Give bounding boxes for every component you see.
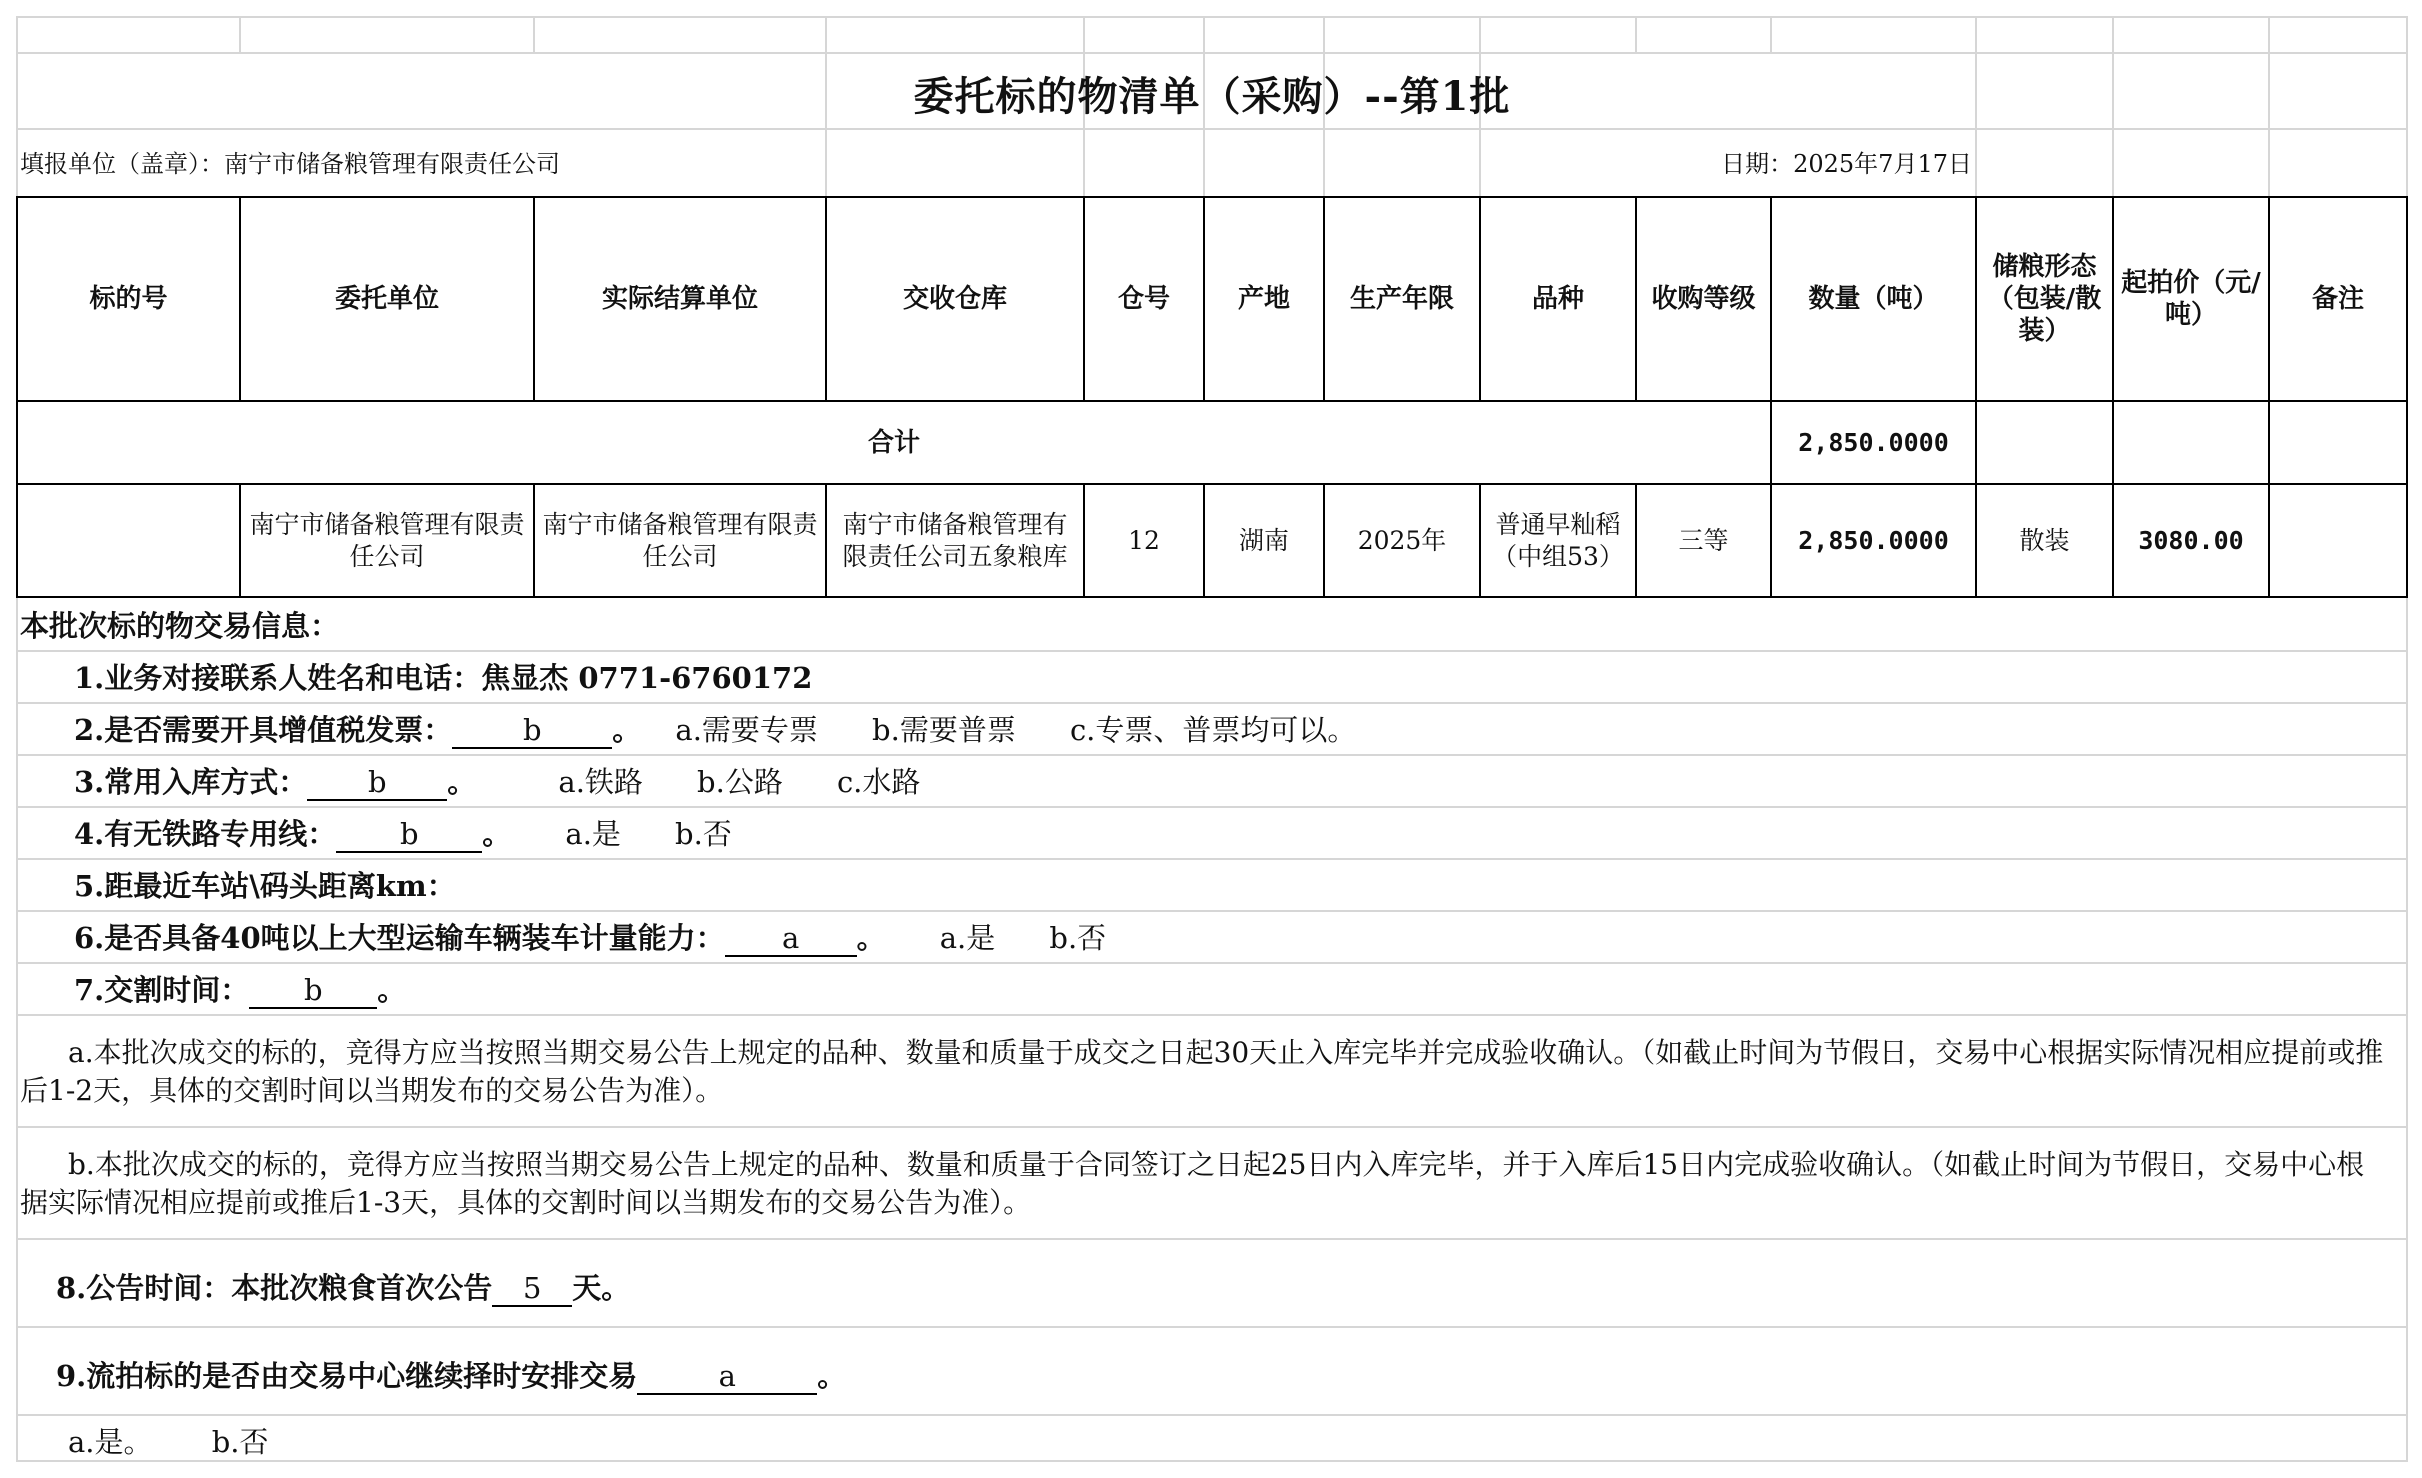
q4-end: 。	[482, 817, 512, 851]
cell-storage: 散装	[2019, 525, 2070, 555]
report-date: 日期：2025年7月17日	[1721, 150, 1972, 178]
header-settlement-unit: 实际结算单位	[601, 284, 758, 314]
gridline	[16, 52, 2408, 54]
table-border	[16, 596, 2408, 598]
q2-end: 。	[612, 713, 642, 747]
gridline	[1770, 16, 1772, 54]
gridline	[16, 16, 2408, 18]
cell-consignor: 南宁市储备粮管理有限责任公司	[249, 509, 525, 571]
header-grade: 收购等级	[1651, 284, 1756, 314]
cell-origin: 湖南	[1238, 525, 1289, 555]
q6-label: 6.是否具备40吨以上大型运输车辆装车计量能力：	[74, 921, 725, 955]
sheet-title: 委托标的物清单（采购）--第1批	[913, 72, 1511, 120]
info-q1-contact: 1.业务对接联系人姓名和电话：焦显杰 0771-6760172	[74, 661, 813, 695]
gridline	[16, 1326, 2408, 1328]
gridline	[16, 598, 18, 1462]
gridline	[16, 1014, 2408, 1016]
info-heading: 本批次标的物交易信息：	[20, 609, 340, 643]
q3-label: 3.常用入库方式：	[74, 765, 308, 799]
q9-label: 9.流拍标的是否由交易中心继续择时安排交易	[56, 1359, 638, 1393]
q9-option-b: b.否	[211, 1425, 269, 1459]
cell-quantity: 2,850.0000	[1798, 525, 1949, 555]
q8-answer: 5	[492, 1271, 572, 1307]
header-consignor: 委托单位	[334, 284, 439, 314]
info-q2-invoice	[74, 708, 1356, 749]
q9-answer: a	[637, 1359, 817, 1395]
header-origin: 产地	[1237, 284, 1290, 314]
total-label: 合计	[867, 427, 920, 458]
gridline	[16, 858, 2408, 860]
gridline	[16, 962, 2408, 964]
gridline	[16, 1238, 2408, 1240]
header-warehouse: 交收仓库	[902, 284, 1007, 314]
gridline	[533, 16, 535, 54]
gridline	[2406, 598, 2408, 1462]
cell-grade: 三等	[1678, 525, 1729, 555]
q2-answer: b	[452, 713, 612, 749]
delivery-option-b: b.本批次成交的标的，竞得方应当按照当期交易公告上规定的品种、数量和质量于合同签订之日起25日内入库完毕，并于入库后15日内完成验收确认。（如截止时间为节假日，交易中心根据实际情况相应提前或推后1-3天，具体的交割时间以当期发布的交易公告为准）。	[20, 1148, 2365, 1219]
fill-unit: 填报单位（盖章）：南宁市储备粮管理有限责任公司	[20, 150, 560, 178]
q3-option-a: a.铁路	[558, 765, 643, 799]
q7-end: 。	[377, 973, 407, 1007]
gridline	[16, 702, 2408, 704]
cell-start-price: 3080.00	[2138, 525, 2244, 555]
cell-remark	[2270, 485, 2406, 596]
gridline	[16, 754, 2408, 756]
gridline	[16, 1414, 2408, 1416]
q4-answer: b	[336, 817, 482, 853]
gridline	[16, 1460, 2408, 1462]
q4-option-b: b.否	[675, 817, 732, 851]
q8-end: 天。	[572, 1271, 631, 1305]
q8-label: 8.公告时间：本批次粮食首次公告	[56, 1271, 493, 1305]
q6-option-b: b.否	[1049, 921, 1107, 955]
header-storage: 储粮形态（包装/散装）	[1987, 252, 2102, 346]
gridline	[239, 16, 241, 54]
q6-answer: a	[725, 921, 857, 957]
q9-end: 。	[817, 1359, 847, 1393]
delivery-option-a: a.本批次成交的标的，竞得方应当按照当期交易公告上规定的品种、数量和质量于成交之日起30天止入库完毕并完成验收确认。（如截止时间为节假日，交易中心根据实际情况相应提前或推后1-2天，具体的交割时间以当期发布的交易公告为准）。	[20, 1036, 2384, 1107]
info-q5-distance: 5.距最近车站\码头距离km：	[74, 869, 456, 903]
cell-warehouse: 南宁市储备粮管理有限责任公司五象粮库	[842, 509, 1068, 571]
header-variety: 品种	[1531, 284, 1584, 314]
gridline	[16, 806, 2408, 808]
q4-option-a: a.是	[565, 817, 621, 851]
header-year: 生产年限	[1349, 284, 1454, 314]
q7-label: 7.交割时间：	[74, 973, 250, 1007]
header-bin-no: 仓号	[1117, 284, 1170, 314]
cell-year: 2025年	[1357, 525, 1447, 555]
q3-option-b: b.公路	[697, 765, 783, 799]
cell-variety: 普通早籼稻（中组53）	[1492, 509, 1624, 571]
gridline	[16, 650, 2408, 652]
q7-answer: b	[249, 973, 377, 1009]
header-start-price: 起拍价（元/吨）	[2121, 268, 2261, 330]
q2-option-c: c.专票、普票均可以。	[1069, 713, 1357, 747]
info-q6-weighing	[74, 916, 1106, 957]
q2-label: 2.是否需要开具增值税发票：	[74, 713, 453, 747]
gridline	[16, 1126, 2408, 1128]
info-q9-failed-lots	[56, 1354, 846, 1395]
header-remark: 备注	[2311, 284, 2364, 314]
q2-option-a: a.需要专票	[675, 713, 818, 747]
gridline	[16, 128, 2408, 130]
table-border	[2406, 196, 2408, 598]
header-quantity: 数量（吨）	[1808, 284, 1939, 314]
cell-settlement-unit: 南宁市储备粮管理有限责任公司	[542, 509, 818, 571]
header-lot-no: 标的号	[89, 284, 168, 314]
info-q9-options	[68, 1420, 269, 1461]
info-q8-announce	[56, 1266, 630, 1307]
info-q4-railway	[74, 812, 732, 853]
q3-option-c: c.水路	[836, 765, 921, 799]
q6-end: 。	[856, 921, 886, 955]
gridline	[1635, 16, 1637, 54]
cell-lot-no	[18, 485, 239, 596]
info-q7-delivery	[74, 968, 406, 1009]
gridline	[16, 910, 2408, 912]
q3-end: 。	[447, 765, 477, 799]
q3-answer: b	[307, 765, 447, 801]
info-q3-inbound	[74, 760, 920, 801]
q6-option-a: a.是	[939, 921, 996, 955]
total-quantity: 2,850.0000	[1798, 427, 1949, 457]
cell-bin-no: 12	[1128, 525, 1160, 555]
q4-label: 4.有无铁路专用线：	[74, 817, 337, 851]
q2-option-b: b.需要普票	[872, 713, 1016, 747]
q9-option-a: a.是。	[68, 1425, 153, 1459]
